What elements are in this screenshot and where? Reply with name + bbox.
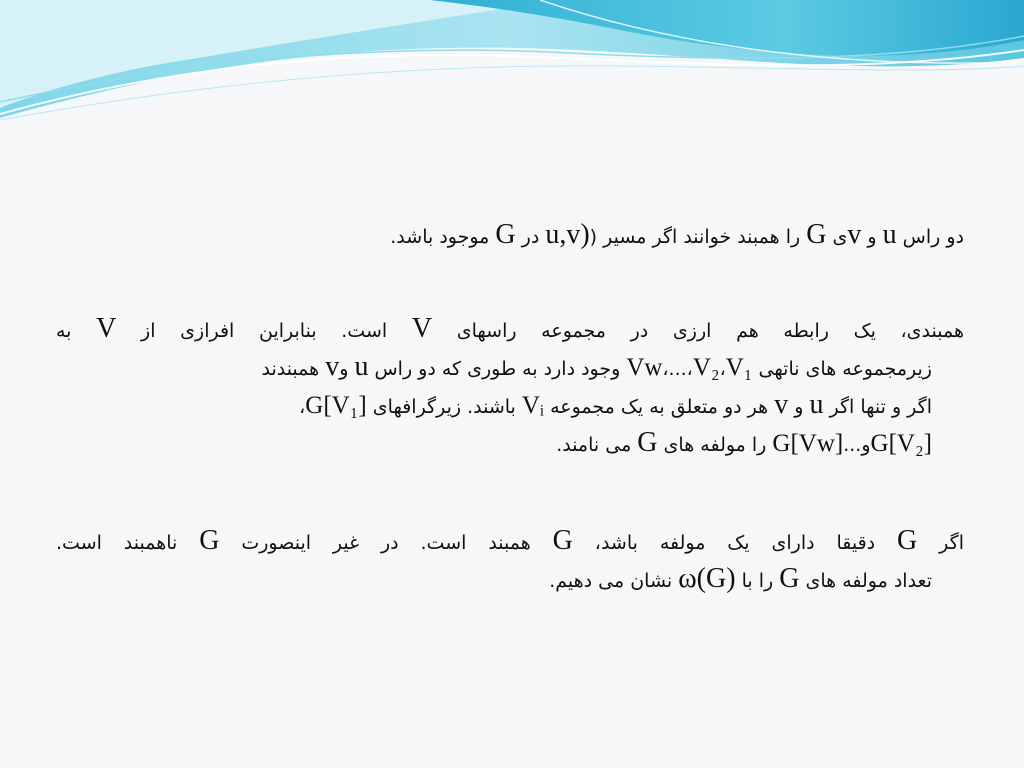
math-symbol: V₁ <box>725 354 753 381</box>
math-symbol: G <box>199 525 220 556</box>
text-run: همبند است. در غیر اینصورت <box>219 532 553 554</box>
header-wave-decoration <box>0 0 1024 130</box>
math-symbol: V <box>96 313 117 344</box>
text-run: می نامند. <box>556 434 638 456</box>
text-run: ناهمبند است. <box>56 532 200 554</box>
text-run: را همبند خوانند اگر مسیر ( <box>589 226 807 248</box>
paragraph-line <box>56 386 964 424</box>
text-run: به <box>56 320 97 342</box>
paragraph-connected-graph <box>56 522 964 598</box>
math-symbol: u <box>354 351 369 382</box>
slide-body <box>56 216 964 676</box>
text-run: دو راس <box>896 226 964 248</box>
text-run: باشند. زیرگرافهای <box>366 396 522 418</box>
math-symbol: Vw <box>626 354 663 381</box>
math-symbol: u <box>882 219 897 250</box>
math-symbol: G <box>779 563 800 594</box>
paragraph-line <box>56 522 964 560</box>
math-symbol: v <box>774 389 789 420</box>
math-symbol: G <box>637 427 658 458</box>
text-run: است. بنابراین افرازی از <box>116 320 412 342</box>
text-run: و... <box>843 434 871 456</box>
math-symbol: G[V₂] <box>870 430 932 457</box>
math-symbol: V₂ <box>692 354 720 381</box>
text-run: ، <box>299 396 306 418</box>
math-symbol: u <box>809 389 824 420</box>
math-symbol: u,v) <box>545 219 590 250</box>
paragraph-line <box>56 216 964 254</box>
text-run: تعداد مولفه های <box>799 570 932 592</box>
text-run: در <box>515 226 546 248</box>
text-run: همبندند <box>261 358 326 380</box>
text-run: و <box>788 396 810 418</box>
text-run: اگر و تنها اگر <box>823 396 932 418</box>
text-run: هر دو متعلق به یک مجموعه <box>544 396 775 418</box>
math-symbol: ω(G) <box>678 563 736 594</box>
text-run: ،...، <box>662 358 693 380</box>
text-run: را با <box>735 570 780 592</box>
paragraph-line <box>56 424 964 462</box>
text-run: را مولفه های <box>657 434 773 456</box>
math-symbol: v <box>847 219 862 250</box>
text-run: و <box>861 226 883 248</box>
math-symbol: G <box>806 219 827 250</box>
text-run: همبندی، یک رابطه هم ارزی در مجموعه راسهای <box>432 320 964 342</box>
text-run: موجود باشد. <box>390 226 496 248</box>
paragraph-connectivity-equivalence <box>56 310 964 462</box>
paragraph-line <box>56 348 964 386</box>
text-run: نشان می دهیم. <box>549 570 679 592</box>
text-run: دقیقا دارای یک مولفه باشد، <box>572 532 898 554</box>
math-symbol: V <box>411 313 433 344</box>
paragraph-line <box>56 560 964 598</box>
math-symbol: v <box>325 351 340 382</box>
text-run: ، <box>719 358 726 380</box>
text-run: زیرمجموعه های ناتهی <box>752 358 932 380</box>
paragraph-line <box>56 310 964 348</box>
math-symbol: G <box>495 219 516 250</box>
math-symbol: Vᵢ <box>521 392 545 419</box>
text-run: و <box>339 358 355 380</box>
text-run: وجود دارد به طوری که دو راس <box>368 358 627 380</box>
text-run: اگر <box>917 532 964 554</box>
math-symbol: G <box>552 525 573 556</box>
paragraph-definition-connected-vertices <box>56 216 964 254</box>
math-symbol: G <box>897 525 918 556</box>
text-run: ی <box>826 226 848 248</box>
math-symbol: G[V₁] <box>305 392 367 419</box>
math-symbol: G[Vw] <box>772 430 844 457</box>
